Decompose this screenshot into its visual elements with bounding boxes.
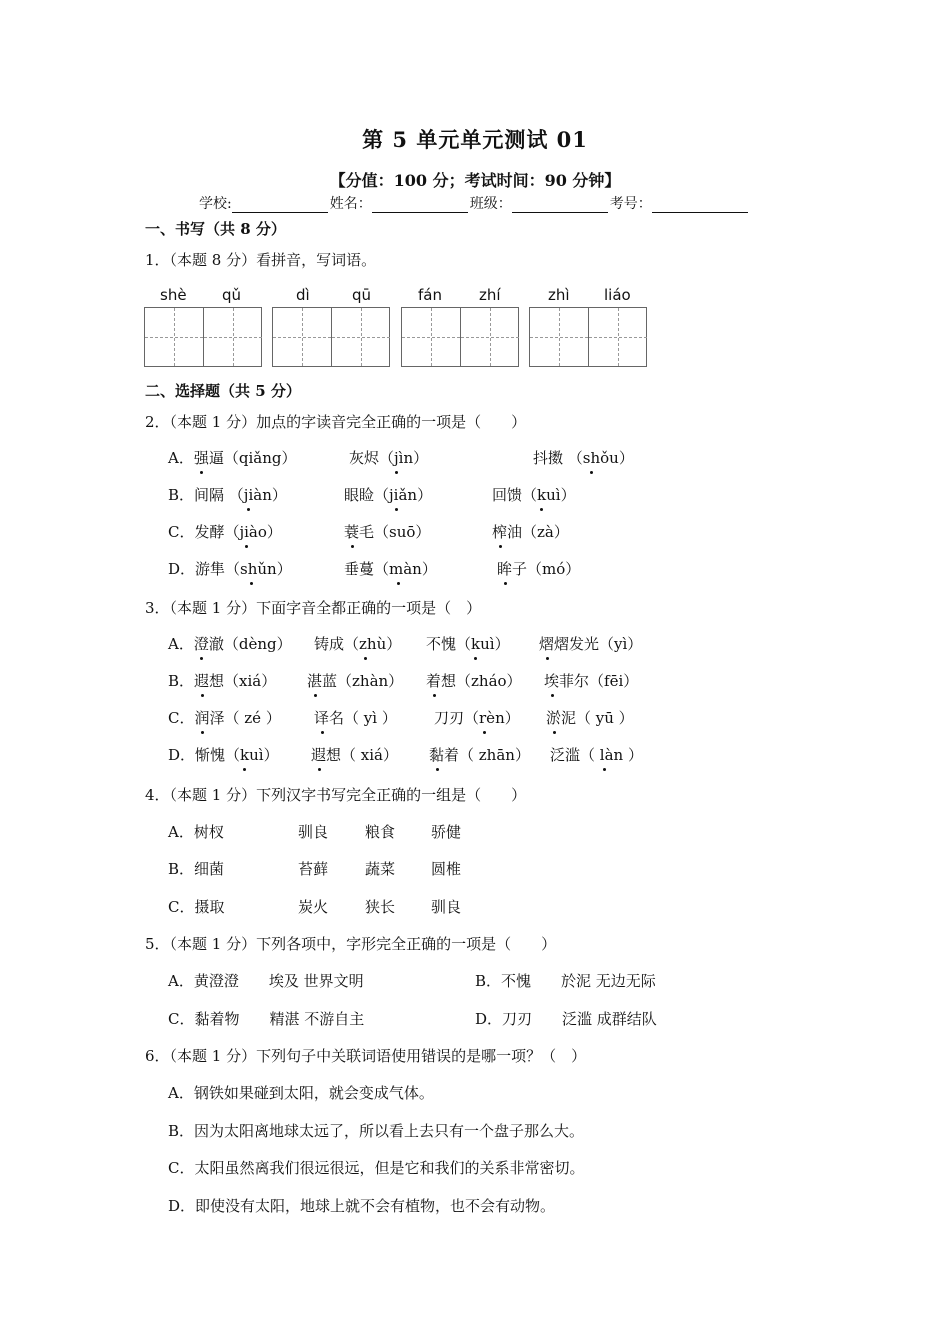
q3-option-c[interactable]: C．润泽（ zé ）	[168, 709, 281, 727]
q4-option-b-3: 蔬菜	[365, 860, 396, 878]
q3-option-c-4: 淤泥（ yū ）	[546, 709, 634, 727]
q4-option-a-2: 驯良	[298, 823, 329, 841]
q3-option-d[interactable]: D．惭愧（kuì）	[168, 746, 279, 764]
pinyin-1: shè	[160, 286, 187, 304]
section-2-heading: 二、选择题（共 5 分）	[145, 382, 301, 400]
q5-option-c[interactable]: C．黏着物 精湛 不游自主	[168, 1010, 365, 1028]
q3-option-c-3: 刀刃（rèn）	[434, 709, 520, 727]
q2-option-b-2: 眼睑（jiǎn）	[344, 486, 433, 504]
q6-option-d[interactable]: D．即使没有太阳，地球上就不会有植物，也不会有动物。	[168, 1197, 556, 1215]
writing-grid-1[interactable]	[144, 307, 262, 367]
q6-option-b[interactable]: B．因为太阳离地球太远了，所以看上去只有一个盘子那么大。	[168, 1122, 585, 1140]
q3-option-b-4: 埃菲尔（fēi）	[544, 672, 639, 690]
q2-option-d[interactable]: D．游隼（shǔn）	[168, 560, 292, 578]
q5-option-b[interactable]: B．不愧 於泥 无边无际	[475, 972, 656, 990]
q3-option-b-2: 湛蓝（zhàn）	[307, 672, 404, 690]
question-3: 3．（本题 1 分）下面字音全都正确的一项是（ ）	[145, 599, 482, 617]
q2-option-b[interactable]: B．间隔 （jiàn）	[168, 486, 287, 504]
pinyin-8: liáo	[604, 286, 631, 304]
q2-option-a[interactable]: A．强逼（qiǎng）	[168, 449, 297, 467]
id-label: 考号：	[609, 196, 652, 212]
q6-option-c[interactable]: C．太阳虽然离我们很远很远，但是它和我们的关系非常密切。	[168, 1159, 585, 1177]
exam-subtitle: 【分值：100 分；考试时间：90 分钟】	[329, 171, 621, 190]
writing-grid-3[interactable]	[401, 307, 519, 367]
q3-option-b[interactable]: B．遐想（xiá）	[168, 672, 277, 690]
pinyin-6: zhí	[479, 286, 501, 304]
q2-option-a-2: 灰烬（jìn）	[349, 449, 429, 467]
q4-option-c-4: 驯良	[431, 898, 462, 916]
q3-option-c-2: 译名（ yì ）	[314, 709, 397, 727]
q4-option-a-4: 骄健	[431, 823, 462, 841]
pinyin-3: dì	[296, 286, 310, 304]
student-info-line	[199, 193, 750, 213]
q3-option-d-3: 黏着（ zhān）	[429, 746, 530, 764]
q4-option-c[interactable]: C．摄取	[168, 898, 225, 916]
q4-option-a[interactable]: A．树杈	[168, 823, 224, 841]
q4-option-c-3: 狭长	[365, 898, 396, 916]
pinyin-4: qū	[352, 286, 372, 304]
q5-option-a[interactable]: A．黄澄澄 埃及 世界文明	[168, 972, 364, 990]
question-4: 4．（本题 1 分）下列汉字书写完全正确的一组是（ ）	[145, 786, 527, 804]
q4-option-c-2: 炭火	[298, 898, 329, 916]
q2-option-c-2: 蓑毛（suō）	[344, 523, 431, 541]
question-6: 6．（本题 1 分）下列句子中关联词语使用错误的是哪一项？（ ）	[145, 1047, 587, 1065]
q3-option-a[interactable]: A．澄澈（dèng）	[168, 635, 292, 653]
q4-option-a-3: 粮食	[365, 823, 396, 841]
q3-option-a-3: 不愧（kuì）	[426, 635, 510, 653]
q2-option-c[interactable]: C．发酵（jiào）	[168, 523, 282, 541]
class-blank[interactable]	[512, 198, 608, 213]
q2-option-a-3: 抖擞 （shǒu）	[533, 449, 634, 467]
q2-option-c-3: 榨油（zà）	[492, 523, 569, 541]
q4-option-b-2: 苔藓	[298, 860, 329, 878]
q3-option-a-4: 熠熠发光（yì）	[539, 635, 643, 653]
id-blank[interactable]	[652, 198, 748, 213]
pinyin-5: fán	[418, 286, 442, 304]
q5-option-d[interactable]: D．刀刃 泛滥 成群结队	[475, 1010, 657, 1028]
question-2: 2．（本题 1 分）加点的字读音完全正确的一项是（ ）	[145, 413, 527, 431]
q2-option-b-3: 回馈（kuì）	[492, 486, 576, 504]
q2-option-d-2: 垂蔓（màn）	[344, 560, 437, 578]
pinyin-2: qǔ	[222, 286, 242, 304]
writing-grid-4[interactable]	[529, 307, 647, 367]
q2-option-d-3: 眸子（mó）	[497, 560, 581, 578]
school-label: 学校:	[199, 196, 232, 212]
name-label: 姓名：	[329, 196, 372, 212]
section-1-heading: 一、书写（共 8 分）	[145, 220, 286, 238]
class-label: 班级：	[469, 196, 512, 212]
q4-option-b-4: 圆椎	[431, 860, 462, 878]
q3-option-d-2: 遐想（ xiá）	[311, 746, 398, 764]
writing-grid-2[interactable]	[272, 307, 390, 367]
q3-option-d-4: 泛滥（ làn ）	[550, 746, 643, 764]
q3-option-a-2: 铸成（zhù）	[314, 635, 402, 653]
q3-option-b-3: 着想（zháo）	[426, 672, 522, 690]
q6-option-a[interactable]: A．钢铁如果碰到太阳，就会变成气体。	[168, 1084, 434, 1102]
name-blank[interactable]	[372, 198, 468, 213]
question-1: 1．（本题 8 分）看拼音，写词语。	[145, 251, 377, 269]
page-title: 第 5 单元单元测试 01	[362, 127, 588, 152]
question-5: 5．（本题 1 分）下列各项中，字形完全正确的一项是（ ）	[145, 935, 557, 953]
q4-option-b[interactable]: B．细菌	[168, 860, 225, 878]
school-blank[interactable]	[232, 198, 328, 213]
pinyin-7: zhì	[548, 286, 570, 304]
